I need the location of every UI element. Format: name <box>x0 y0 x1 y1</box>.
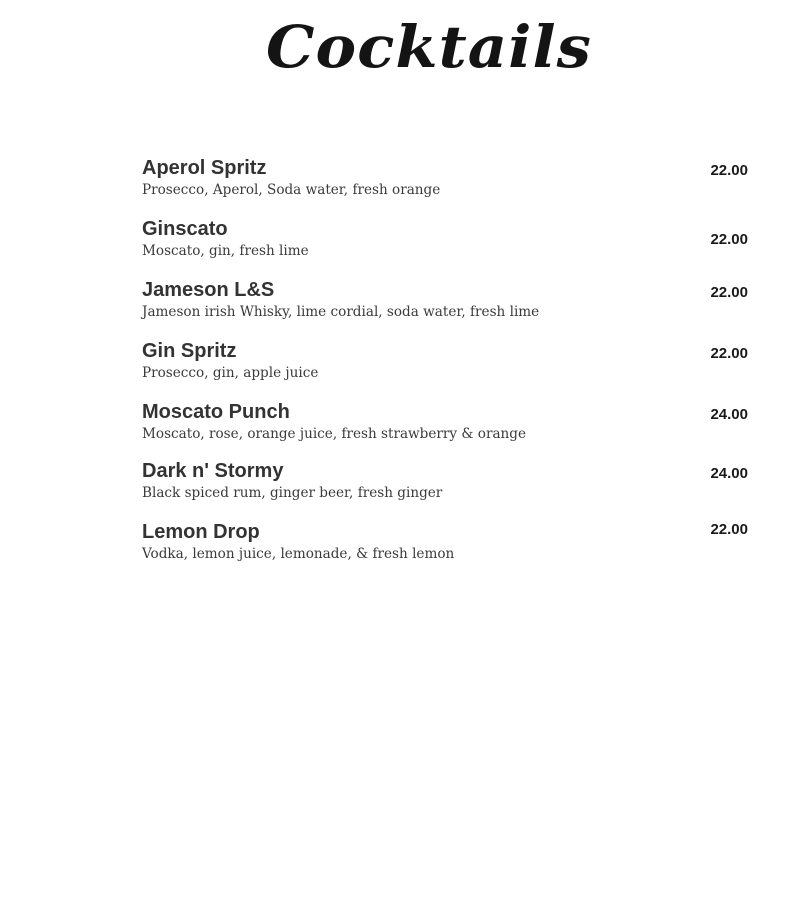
menu-item-name: Gin Spritz <box>142 340 237 362</box>
menu-item-name: Dark n' Stormy <box>142 460 284 482</box>
menu-item-description: Moscato, rose, orange juice, fresh strawberry & orange <box>142 426 527 442</box>
menu-item-price: 22.00 <box>710 231 748 248</box>
menu-item-name: Ginscato <box>142 218 228 240</box>
menu-item-description: Prosecco, gin, apple juice <box>142 365 319 381</box>
menu-item-price: 22.00 <box>710 284 748 301</box>
menu-item-price: 22.00 <box>710 521 748 538</box>
menu-item-name: Lemon Drop <box>142 521 260 543</box>
menu-item-description: Moscato, gin, fresh lime <box>142 243 309 259</box>
menu-item-price: 22.00 <box>710 345 748 362</box>
menu-item-price: 22.00 <box>710 162 748 179</box>
menu-item-description: Black spiced rum, ginger beer, fresh ginger <box>142 485 443 501</box>
menu-item-name: Moscato Punch <box>142 401 290 423</box>
menu-item-name: Aperol Spritz <box>142 157 267 179</box>
menu-item-price: 24.00 <box>710 406 748 423</box>
menu-item-description: Jameson irish Whisky, lime cordial, soda water, fresh lime <box>142 304 540 320</box>
menu-item-price: 24.00 <box>710 465 748 482</box>
menu-item-description: Vodka, lemon juice, lemonade, & fresh lemon <box>142 546 455 562</box>
page-title: Cocktails <box>266 13 592 81</box>
menu-item-description: Prosecco, Aperol, Soda water, fresh orange <box>142 182 441 198</box>
menu-item-name: Jameson L&S <box>142 279 275 301</box>
